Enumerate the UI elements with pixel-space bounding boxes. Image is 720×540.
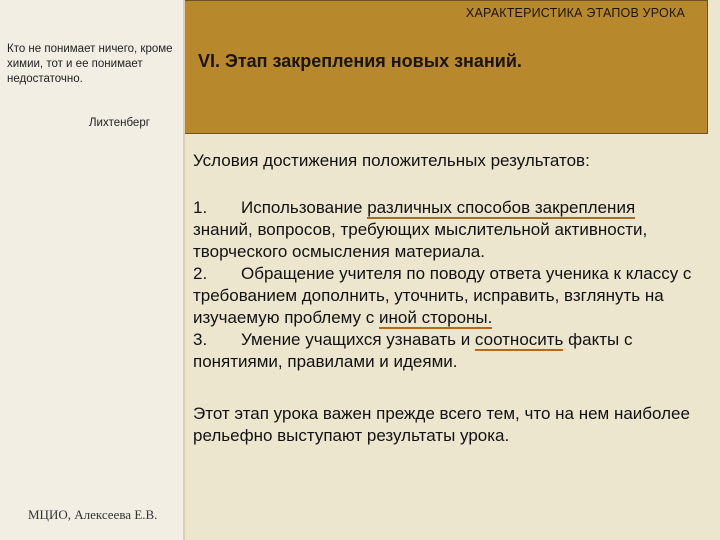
- list-item: [193, 263, 693, 329]
- list-item: [193, 329, 693, 373]
- epigraph-author: Лихтенберг: [89, 117, 150, 129]
- list-number: 1.: [193, 198, 208, 217]
- list-item: [193, 197, 693, 263]
- slide-title: VI. Этап закрепления новых знаний.: [198, 51, 522, 71]
- list-text: Использование: [241, 198, 368, 217]
- list-text: знаний, вопросов, требующих мыслительной активности, творческого осмысления материала.: [193, 220, 648, 261]
- intro-text: Условия достижения положительных результатов:: [193, 151, 590, 170]
- section-header: ХАРАКТЕРИСТИКА ЭТАПОВ УРОКА: [465, 6, 685, 20]
- list-number: 2.: [193, 264, 208, 283]
- title-box: [185, 0, 708, 134]
- underlined-phrase: иной стороны.: [379, 308, 493, 327]
- footer-credit: МЦИО, Алексеева Е.В.: [28, 507, 158, 522]
- list-text: факты с понятиями, правилами и идеями.: [193, 330, 633, 371]
- epigraph-quote: Кто не понимает ничего, кроме химии, тот и ее понимает недостаточно.: [7, 43, 173, 85]
- list-text: Обращение учителя по поводу ответа ученика к классу с требованием дополнить, уточнить, исправить, взглянуть на изучаемую проблему с: [193, 264, 692, 327]
- underlined-phrase: различных способов закрепления: [367, 198, 636, 217]
- list-text: Умение учащихся узнавать и: [241, 330, 475, 349]
- closing-text: Этот этап урока важен прежде всего тем, что на нем наиболее рельефно выступают результаты урока.: [193, 404, 690, 445]
- list-number: 3.: [193, 330, 208, 349]
- main-content: [193, 150, 693, 447]
- underlined-phrase: соотносить: [474, 330, 564, 349]
